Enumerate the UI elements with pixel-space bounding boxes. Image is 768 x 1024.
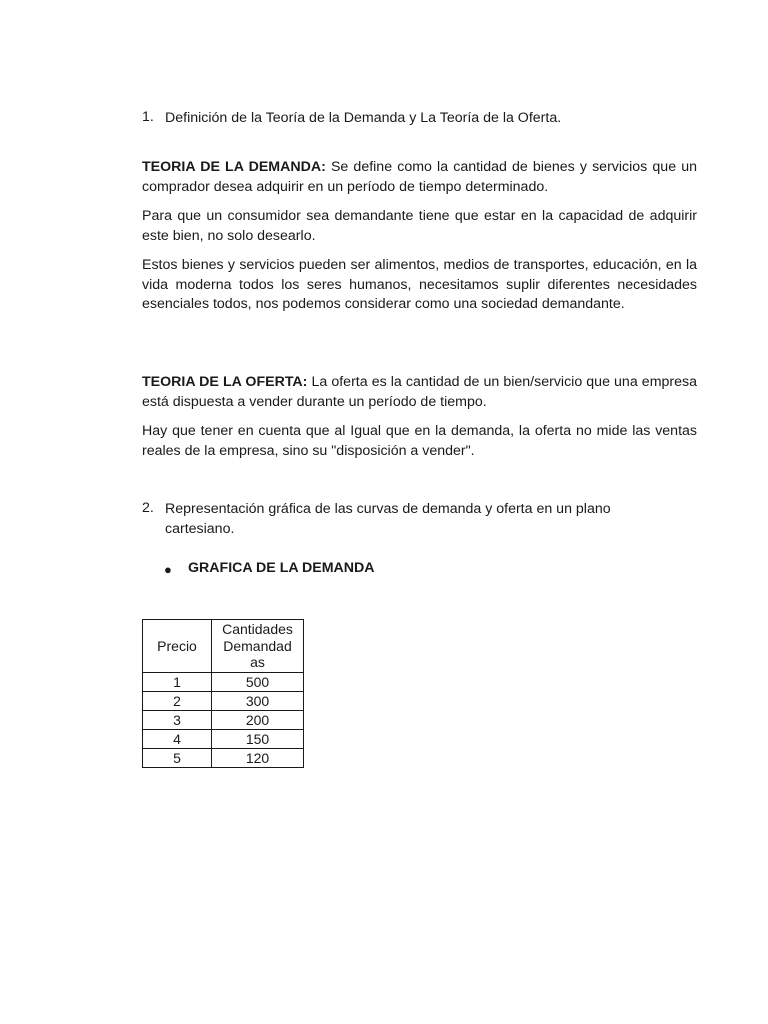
table-cell-cantidad: 300 (212, 692, 304, 711)
table-cell-precio: 2 (143, 692, 212, 711)
oferta-definition: La oferta es la cantidad de un bien/servicio que una empresa está dispuesta a vender durante un período de tiempo. (142, 374, 697, 410)
oferta-paragraph-2: Hay que tener en cuenta que al Igual que en la demanda, la oferta no mide las ventas reales de la empresa, sino su "disposición a vender". (142, 423, 697, 459)
table-cell-cantidad: 500 (212, 673, 304, 692)
table-row (143, 692, 304, 711)
table-row (143, 749, 304, 768)
table-row (143, 673, 304, 692)
demanda-heading: TEORIA DE LA DEMANDA: (142, 159, 326, 175)
header-precio: Precio (143, 620, 212, 673)
oferta-paragraph (142, 373, 697, 412)
table-cell-cantidad: 150 (212, 730, 304, 749)
section-1-number: 1. (142, 109, 154, 125)
bullet-icon: ● (164, 562, 172, 577)
section-1-title: Definición de la Teoría de la Demanda y La Teoría de la Oferta. (165, 110, 562, 126)
demand-table (142, 619, 304, 768)
grafica-demanda-heading: GRAFICA DE LA DEMANDA (188, 560, 375, 576)
demanda-definition: Se define como la cantidad de bienes y servicios que un comprador desea adquirir en un período de tiempo determinado. (142, 159, 697, 195)
demanda-paragraph (142, 158, 697, 197)
demanda-paragraph-2: Para que un consumidor sea demandante tiene que estar en la capacidad de adquirir este bien, no solo desearlo. (142, 208, 697, 244)
table-cell-precio: 4 (143, 730, 212, 749)
header-cantidades: Cantidades Demandad as (212, 620, 304, 673)
table-cell-cantidad: 200 (212, 711, 304, 730)
table-row (143, 730, 304, 749)
table-row (143, 711, 304, 730)
table-cell-precio: 5 (143, 749, 212, 768)
oferta-heading: TEORIA DE LA OFERTA: (142, 374, 308, 390)
section-2-title: Representación gráfica de las curvas de demanda y oferta en un plano cartesiano. (165, 501, 611, 537)
section-2-number: 2. (142, 500, 154, 516)
demanda-paragraph-3: Estos bienes y servicios pueden ser alimentos, medios de transportes, educación, en la vida moderna todos los seres humanos, necesitamos suplir diferentes necesidades esenciales todos, nos podemos considerar como una sociedad demandante. (142, 257, 697, 312)
table-cell-cantidad: 120 (212, 749, 304, 768)
table-cell-precio: 3 (143, 711, 212, 730)
table-header-row (143, 620, 304, 673)
table-cell-precio: 1 (143, 673, 212, 692)
